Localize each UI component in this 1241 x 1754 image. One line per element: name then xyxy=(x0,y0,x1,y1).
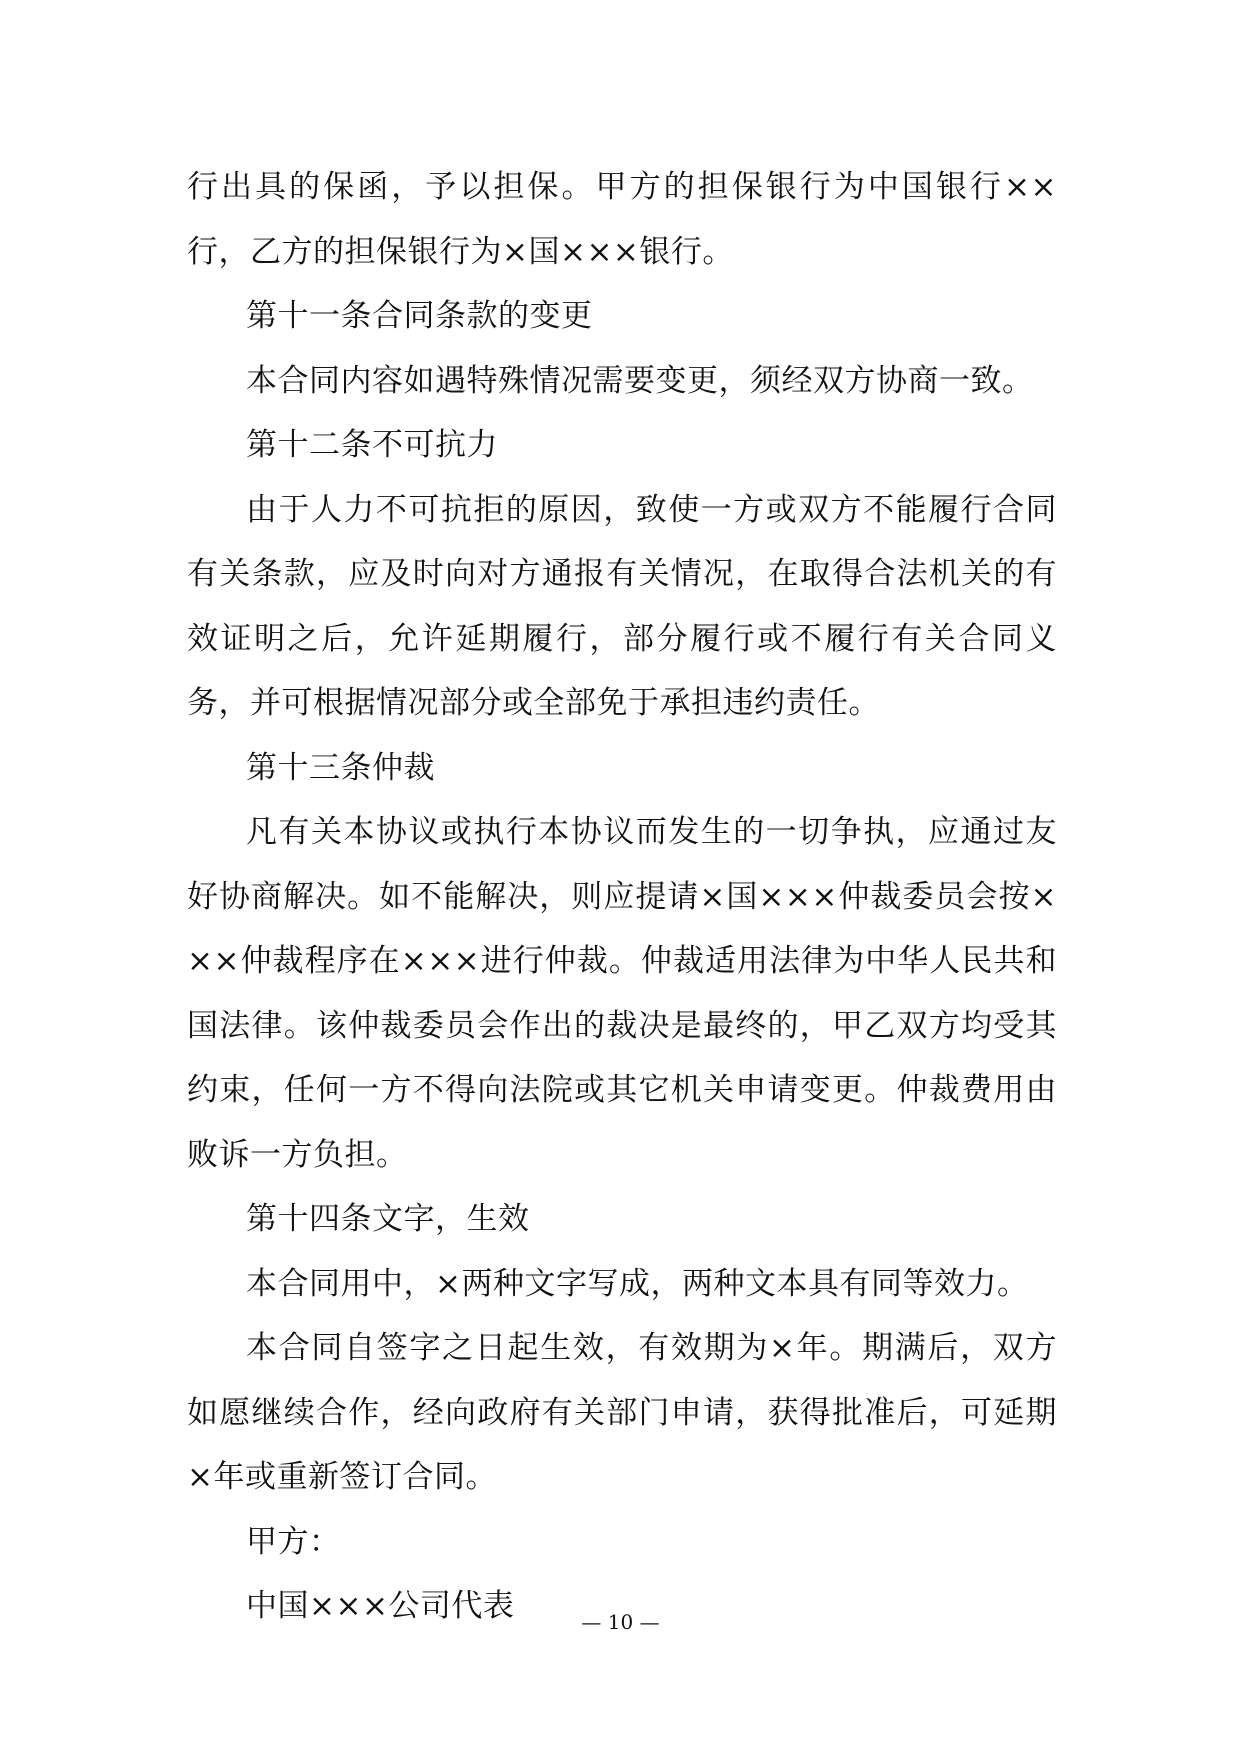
article-12-text: 由于人力不可抗拒的原因，致使一方或双方不能履行合同有关条款，应及时向对方通报有关情况，在取得合法机关的有效证明之后，允许延期履行，部分履行或不履行有关合同义务，并可根据情况部分或全部免于承担违约责任。 xyxy=(187,491,1057,721)
article-14-language-text: 本合同用中，×两种文字写成，两种文本具有同等效力。 xyxy=(246,1265,1029,1302)
article-14-validity-text: 本合同自签字之日起生效，有效期为×年。期满后，双方如愿继续合作，经向政府有关部门申请，获得批准后，可延期×年或重新签订合同。 xyxy=(187,1330,1057,1495)
article-14-heading: 第十四条文字，生效 xyxy=(246,1201,530,1237)
article-13-heading: 第十三条仲裁 xyxy=(246,749,435,786)
document-body xyxy=(187,155,1057,1639)
continued-paragraph: 行出具的保函，予以担保。甲方的担保银行为中国银行××行，乙方的担保银行为×国×××银行。 xyxy=(187,169,1057,270)
article-11-heading: 第十一条合同条款的变更 xyxy=(246,298,593,334)
party-a-label: 甲方： xyxy=(246,1523,341,1560)
article-12-heading: 第十二条不可抗力 xyxy=(246,427,498,463)
article-11-text: 本合同内容如遇特殊情况需要变更，须经双方协商一致。 xyxy=(246,362,1034,399)
party-a-representative: 中国×××公司代表 xyxy=(246,1588,515,1624)
page-number: — 10 — xyxy=(581,1610,660,1634)
article-13-text: 凡有关本协议或执行本协议而发生的一切争执，应通过友好协商解决。如不能解决，则应提请×国×××仲裁委员会按×××仲裁程序在×××进行仲裁。仲裁适用法律为中华人民共和国法律。该仲裁委员会作出的裁决是最终的，甲乙双方均受其约束，任何一方不得向法院或其它机关申请变更。仲裁费用由败诉一方负担。 xyxy=(187,814,1057,1173)
